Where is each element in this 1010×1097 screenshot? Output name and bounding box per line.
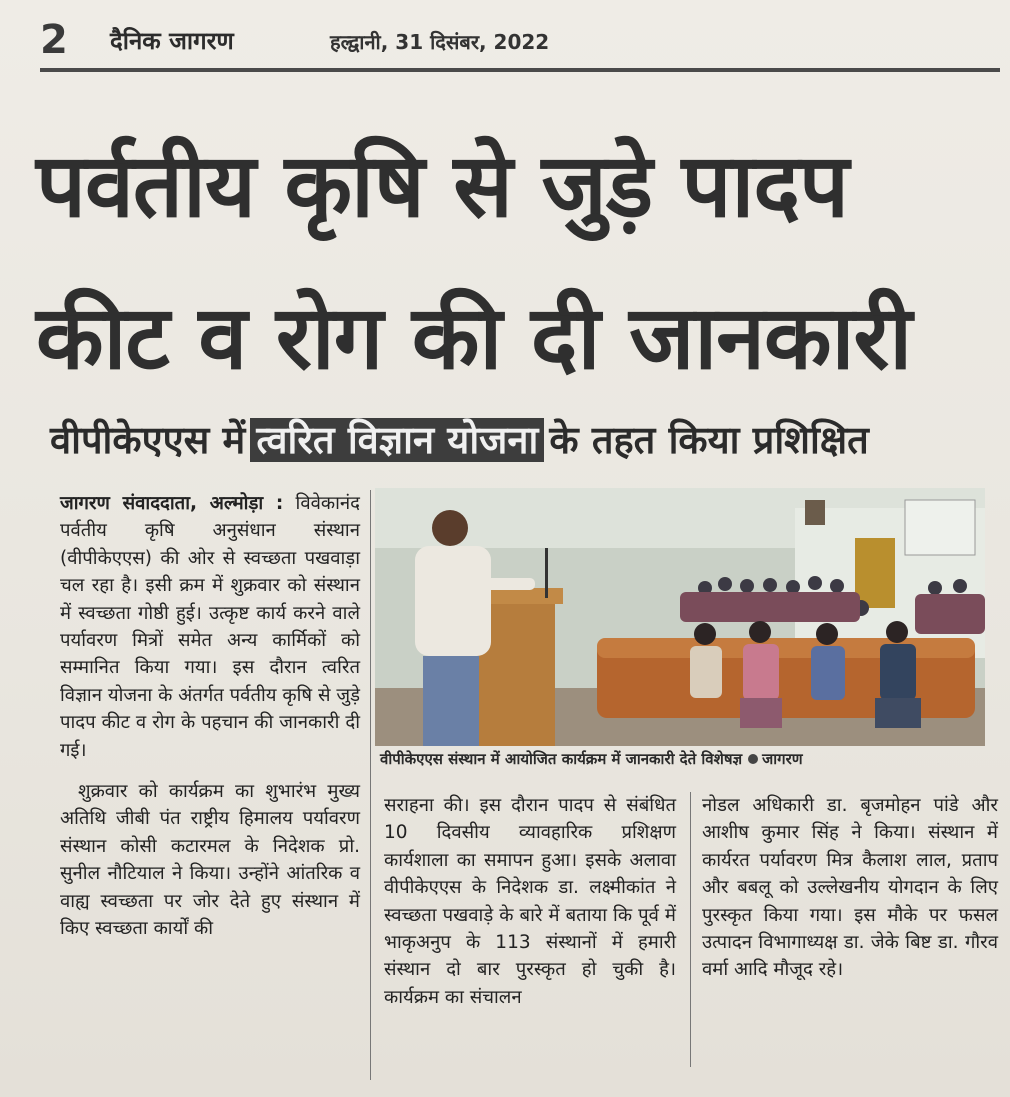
event-photo (375, 488, 985, 746)
photo-credit: जागरण (762, 750, 803, 768)
byline: जागरण संवाददाता, अल्मोड़ा : (60, 493, 284, 514)
caption-text: वीपीकेएएस संस्थान में आयोजित कार्यक्रम में जानकारी देते विशेषज्ञ (380, 750, 743, 768)
article-column-3 (702, 792, 998, 984)
bullet-icon (748, 754, 758, 764)
column-2-text: सराहना की। इस दौरान पादप से संबंधित 10 दिवसीय व्यावहारिक प्रशिक्षण कार्यशाला का समापन हुआ। इसके अलावा वीपीकेएएस के निदेशक डा. लक्ष्मीकांत ने स्वच्छता पखवाड़े के बारे में बताया कि पूर्व में भाकृअनुप के 113 संस्थानों में हमारी संस्थान दो बार पुरस्कृत हो चुकी है। कार्यक्रम का संचालन (384, 795, 676, 1008)
column-divider (690, 792, 691, 1067)
masthead (40, 18, 1000, 62)
column-1-paragraph-1: विवेकानंद पर्वतीय कृषि अनुसंधान संस्थान (वीपीकेएएस) की ओर से स्वच्छता पखवाड़ा चल रहा है। इसी क्रम में शुक्रवार को संस्थान में स्वच्छता गोष्ठी हुई। उत्कृष्ट कार्य करने वाले पर्यावरण मित्रों समेत अन्य कार्मिकों को सम्मानित किया गया। इस दौरान त्वरित विज्ञान योजना के अंतर्गत पर्वतीय कृषि से जुड़े पादप कीट व रोग के पहचान की जानकारी दी गई। (60, 493, 360, 761)
column-divider (370, 490, 371, 1080)
article-column-2 (384, 792, 676, 1011)
masthead-rule (40, 68, 1000, 72)
headline-line-1: पर्वतीय कृषि से जुड़े पादप (36, 134, 849, 237)
column-1-paragraph-2: शुक्रवार को कार्यक्रम का शुभारंभ मुख्य अतिथि जीबी पंत राष्ट्रीय हिमालय पर्यावरण संस्थान कोसी कटारमल के निदेशक प्रो. सुनील नौटियाल ने किया। उन्होंने आंतरिक व वाह्य स्वच्छता पर जोर देते हुए संस्थान में किए स्वच्छता कार्यों की (60, 781, 360, 940)
photo-caption (380, 748, 980, 770)
event-photo-image (375, 488, 985, 746)
page-number: 2 (40, 17, 68, 63)
subhead-before: वीपीकेएएस में (50, 418, 246, 462)
dateline: हल्द्वानी, 31 दिसंबर, 2022 (330, 30, 550, 54)
headline (36, 110, 986, 414)
subhead-after: के तहत किया प्रशिक्षित (549, 418, 869, 462)
headline-line-2: कीट व रोग की दी जानकारी (36, 286, 912, 389)
article-column-1 (60, 490, 360, 943)
subheadline (50, 412, 980, 472)
subhead-highlight: त्वरित विज्ञान योजना (250, 418, 544, 462)
newspaper-name: दैनिक जागरण (110, 27, 234, 55)
column-3-text: नोडल अधिकारी डा. बृजमोहन पांडे और आशीष कुमार सिंह ने किया। संस्थान में कार्यरत पर्यावरण मित्र कैलाश लाल, प्रताप और बबलू को उल्लेखनीय योगदान के लिए पुरस्कृत किया गया। इस मौके पर फसल उत्पादन विभागाध्यक्ष डा. जेके बिष्ट डा. गौरव वर्मा आदि मौजूद रहे। (702, 795, 998, 981)
